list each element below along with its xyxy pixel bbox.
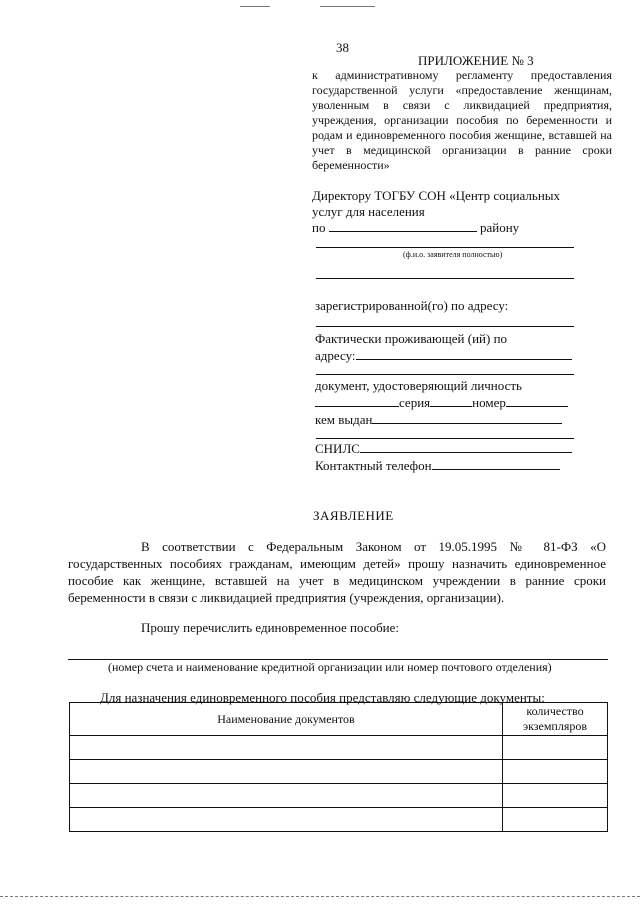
issued-by-line bbox=[315, 412, 562, 428]
series-number-line bbox=[315, 395, 568, 411]
table-row bbox=[70, 760, 608, 784]
table-row bbox=[70, 784, 608, 808]
district-label: району bbox=[479, 220, 520, 235]
appendix-title: ПРИЛОЖЕНИЕ № 3 bbox=[418, 53, 534, 68]
header-copies-count: количество экземпляров bbox=[503, 703, 608, 736]
po-label: по bbox=[312, 220, 326, 235]
table-cell[interactable] bbox=[70, 808, 503, 832]
page-number: 38 bbox=[336, 40, 349, 55]
table-cell[interactable] bbox=[70, 736, 503, 760]
series-blank[interactable] bbox=[430, 406, 472, 407]
documents-table bbox=[69, 702, 608, 832]
registered-address-label: зарегистрированной(го) по адресу: bbox=[315, 298, 509, 313]
table-row bbox=[70, 736, 608, 760]
actual-address-label-2: адресу: bbox=[315, 348, 356, 363]
table-row bbox=[70, 808, 608, 832]
phone-line bbox=[315, 458, 560, 474]
id-document-blank[interactable] bbox=[315, 406, 399, 407]
district-blank[interactable] bbox=[329, 231, 477, 232]
addressee-line-1: Директору ТОГБУ СОН «Центр социальных bbox=[312, 188, 561, 203]
number-blank[interactable] bbox=[506, 406, 568, 407]
transfer-request: Прошу перечислить единовременное пособие: bbox=[141, 620, 400, 635]
fio-caption: (ф.и.о. заявителя полностью) bbox=[403, 250, 503, 259]
statement-paragraph: В соответствии с Федеральным Законом от 19.05.1995 № 81-ФЗ «О государственных пособиях гражданам, имеющим детей» прошу назначить единовременное пособие как женщине, вставшей на учет в медицинском учреждении в ранние сроки беременности в связи с ликвидацией предприятия (учреждения, организации). bbox=[68, 539, 606, 605]
snils-label: СНИЛС bbox=[315, 441, 360, 456]
appendix-body: к административному регламенту предоставления государственной услуги «предоставление женщинам, уволенным в связи с ликвидацией предприятия, учреждения, организации пособия по беременности и родам и единовременного пособия женщине, вставшей на учет в медицинской организации в ранние сроки беременности» bbox=[312, 68, 612, 172]
table-cell[interactable] bbox=[70, 760, 503, 784]
issued-by-blank-2[interactable] bbox=[316, 438, 574, 439]
number-label: номер bbox=[472, 395, 506, 410]
addressee-line-2: услуг для населения bbox=[312, 204, 425, 219]
issued-by-blank[interactable] bbox=[372, 423, 562, 424]
table-cell[interactable] bbox=[70, 784, 503, 808]
actual-address-line bbox=[315, 348, 572, 364]
scan-mark-bottom bbox=[0, 896, 640, 897]
documents-intro: Для назначения единовременного пособия представляю следующие документы: bbox=[100, 690, 545, 705]
district-line bbox=[312, 220, 612, 236]
scan-mark-top bbox=[240, 6, 270, 7]
table-cell[interactable] bbox=[503, 736, 608, 760]
table-cell[interactable] bbox=[503, 808, 608, 832]
account-caption: (номер счета и наименование кредитной организации или номер почтового отделения) bbox=[108, 660, 552, 674]
snils-blank[interactable] bbox=[360, 452, 572, 453]
table-cell[interactable] bbox=[503, 760, 608, 784]
registered-address-blank[interactable] bbox=[316, 326, 574, 327]
fio-blank-line-2[interactable] bbox=[316, 278, 574, 279]
fio-blank-line[interactable] bbox=[316, 247, 574, 248]
phone-label: Контактный телефон bbox=[315, 458, 432, 473]
header-document-name: Наименование документов bbox=[70, 703, 503, 736]
phone-blank[interactable] bbox=[432, 469, 560, 470]
series-label: серия bbox=[399, 395, 431, 410]
actual-address-blank[interactable] bbox=[356, 359, 572, 360]
table-header-row bbox=[70, 703, 608, 736]
addressee-block bbox=[312, 188, 612, 236]
id-document-label: документ, удостоверяющий личность bbox=[315, 378, 522, 393]
statement-title: ЗАЯВЛЕНИЕ bbox=[313, 508, 394, 523]
table-cell[interactable] bbox=[503, 784, 608, 808]
snils-line bbox=[315, 441, 572, 457]
actual-address-label-1: Фактически проживающей (ий) по bbox=[315, 331, 508, 346]
actual-address-blank-2[interactable] bbox=[316, 374, 574, 375]
issued-by-label: кем выдан bbox=[315, 412, 373, 427]
scan-mark-top bbox=[320, 6, 375, 7]
